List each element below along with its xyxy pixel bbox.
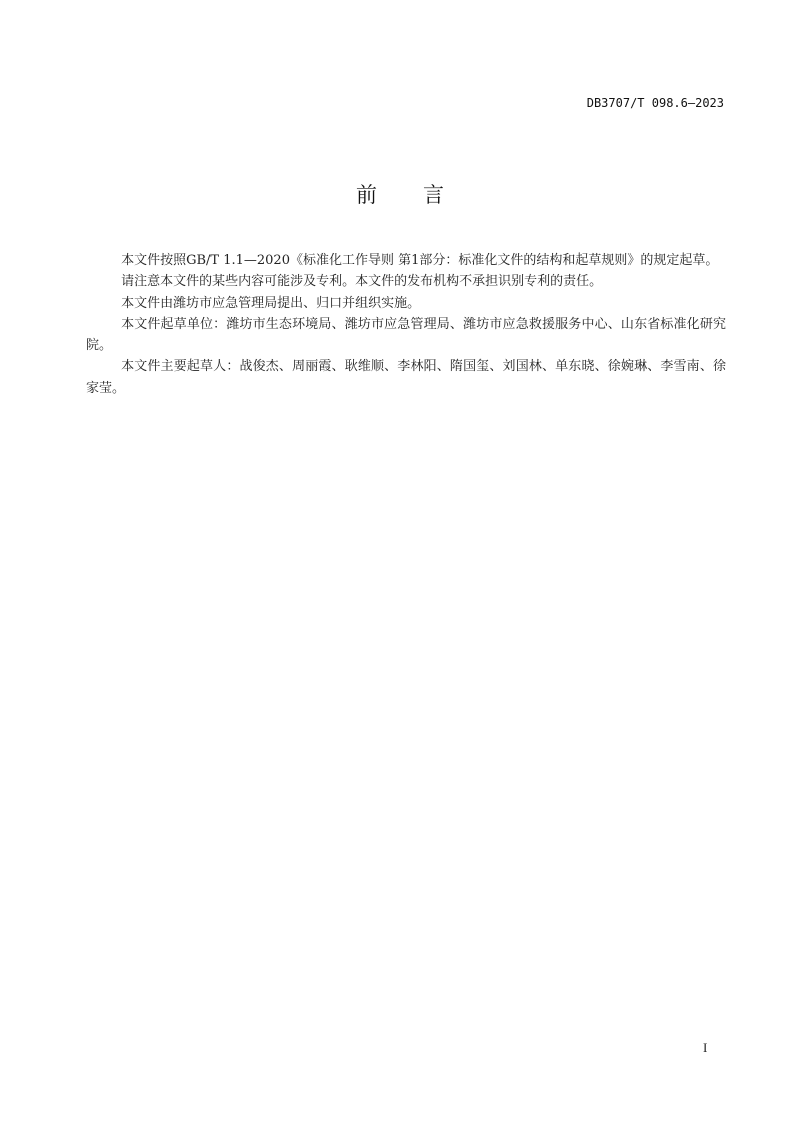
paragraph-drafting-rules: 本文件按照GB/T 1.1—2020《标准化工作导则 第1部分：标准化文件的结构和起草规则》的规定起草。 <box>121 253 719 268</box>
title-char-2: 言 <box>423 183 444 207</box>
paragraph-patent-notice: 请注意本文件的某些内容可能涉及专利。本文件的发布机构不承担识别专利的责任。 <box>121 274 603 290</box>
paragraph-drafting-units: 本文件起草单位：潍坊市生态环境局、潍坊市应急管理局、潍坊市应急救援服务中心、山东省标准化研究院。 <box>86 316 726 354</box>
document-code: DB3707/T 098.6—2023 <box>586 96 724 110</box>
title-char-1: 前 <box>356 183 377 207</box>
paragraph-drafters: 本文件主要起草人：战俊杰、周丽霞、耿维顺、李林阳、隋国玺、刘国林、单东晓、徐婉琳、李雪南、徐家莹。 <box>86 359 726 396</box>
paragraph-proposer: 本文件由潍坊市应急管理局提出、归口并组织实施。 <box>121 295 421 311</box>
page-number: I <box>703 1040 708 1055</box>
foreword-body <box>86 250 726 399</box>
page-title <box>0 179 800 209</box>
